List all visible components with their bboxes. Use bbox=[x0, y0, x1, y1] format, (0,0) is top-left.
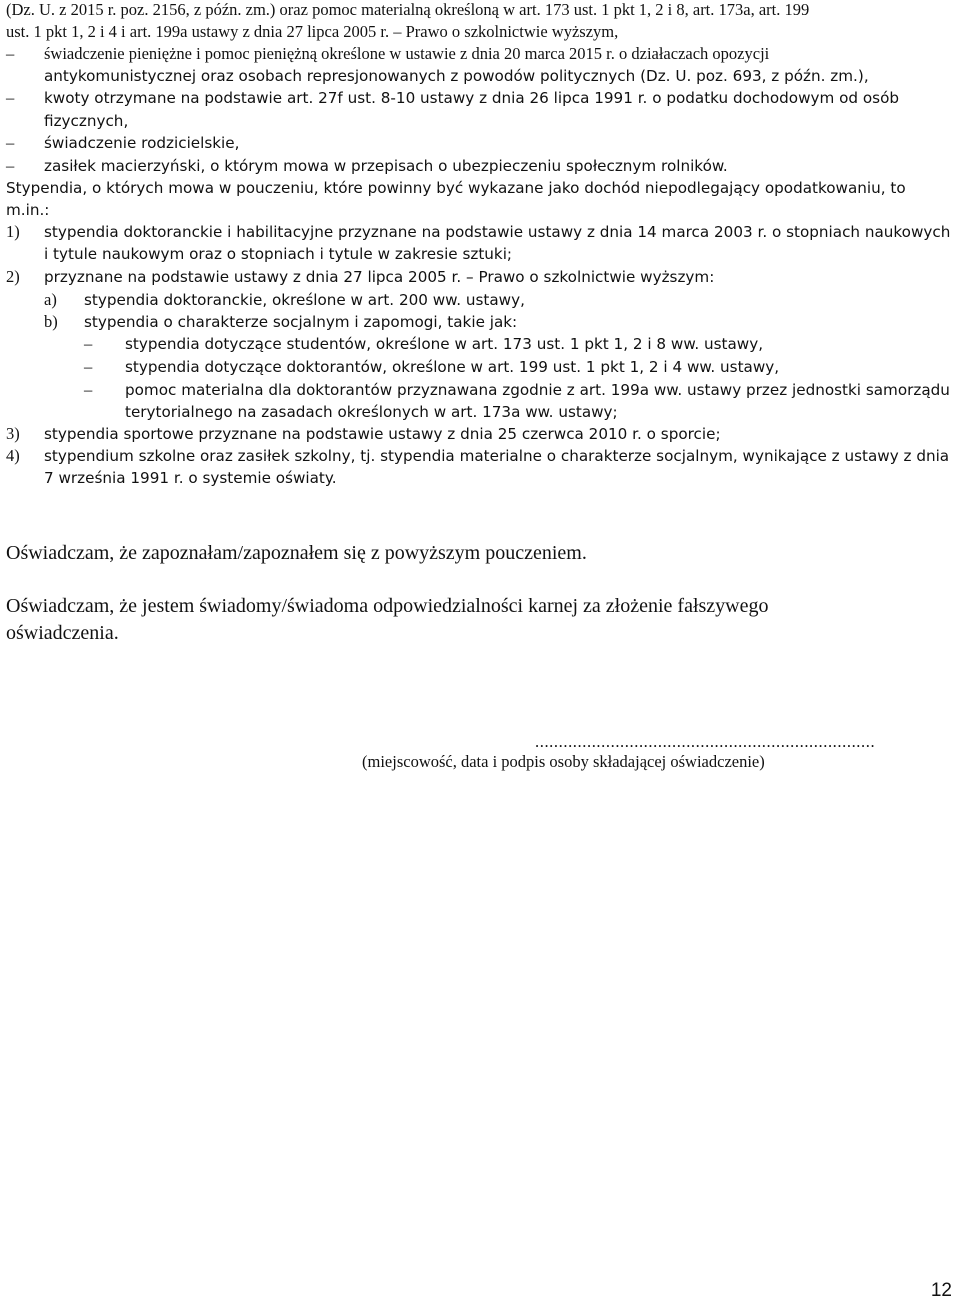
list-dash: – bbox=[6, 88, 15, 107]
list-item-tax: kwoty otrzymane na podstawie art. 27f ust. 8-10 ustawy z dnia 26 lipca 1991 r. o podatku dochodowym od osób bbox=[44, 89, 900, 107]
text-line-10: m.in.: bbox=[6, 201, 50, 219]
list-dash: – bbox=[84, 357, 93, 376]
text-line-1: (Dz. U. z 2015 r. poz. 2156, z późn. zm.) oraz pomoc materialną określoną w art. 173 ust. 1 pkt 1, 2 i 8, art. 173a, art. 199 bbox=[6, 0, 810, 19]
text-line-9: Stypendia, o których mowa w pouczeniu, które powinny być wykazane jako dochód niepodlegający opodatkowaniu, to bbox=[6, 179, 906, 197]
list-item-2b: stypendia o charakterze socjalnym i zapomogi, takie jak: bbox=[84, 313, 518, 331]
list-number: 1) bbox=[6, 222, 20, 241]
list-number: 2) bbox=[6, 267, 20, 286]
list-dash: – bbox=[6, 156, 15, 175]
list-letter: a) bbox=[44, 290, 57, 309]
list-item-4: stypendium szkolne oraz zasiłek szkolny, tj. stypendia materialne o charakterze socjalnym, wynikające z ustawy z dnia bbox=[44, 447, 950, 465]
list-number: 4) bbox=[6, 446, 20, 465]
list-item-2a: stypendia doktoranckie, określone w art. 200 ww. ustawy, bbox=[84, 291, 525, 309]
list-dash: – bbox=[84, 380, 93, 399]
text-line-2: ust. 1 pkt 1, 2 i 4 i art. 199a ustawy z dnia 27 lipca 2005 r. – Prawo o szkolnictwie wyższym, bbox=[6, 22, 619, 41]
text-line-19: terytorialnego na zasadach określonych w art. 173a ww. ustawy; bbox=[125, 403, 618, 421]
page-number: 12 bbox=[930, 1280, 952, 1301]
declaration-liability: Oświadczam, że jestem świadomy/świadoma odpowiedzialności karnej za złożenie fałszywego bbox=[6, 595, 769, 617]
list-letter: b) bbox=[44, 312, 58, 331]
list-item-maternity: zasiłek macierzyński, o którym mowa w przepisach o ubezpieczeniu społecznym rolników. bbox=[44, 157, 728, 175]
list-dash: – bbox=[6, 133, 15, 152]
list-item-2b-3: pomoc materialna dla doktorantów przyznawana zgodnie z art. 199a ww. ustawy przez jednostki samorządu bbox=[125, 381, 950, 399]
list-item-1: stypendia doktoranckie i habilitacyjne przyznane na podstawie ustawy z dnia 14 marca 2003 r. o stopniach naukowych bbox=[44, 223, 951, 241]
list-dash: – bbox=[84, 334, 93, 353]
text-line-4: antykomunistycznej oraz osobach represjonowanych z powodów politycznych (Dz. U. poz. 693, z późn. zm.), bbox=[44, 67, 869, 85]
declaration-acknowledgement: Oświadczam, że zapoznałam/zapoznałem się z powyższym pouczeniem. bbox=[6, 542, 587, 564]
list-dash: – bbox=[6, 44, 15, 63]
text-line-22: 7 września 1991 r. o systemie oświaty. bbox=[44, 469, 337, 487]
list-item-2b-2: stypendia dotyczące doktorantów, określone w art. 199 ust. 1 pkt 1, 2 i 4 ww. ustawy, bbox=[125, 358, 780, 376]
text-line-6: fizycznych, bbox=[44, 112, 129, 130]
signature-line: ........................................................................ bbox=[535, 732, 876, 751]
list-number: 3) bbox=[6, 424, 20, 443]
list-item-benefit: świadczenie pieniężne i pomoc pieniężną określone w ustawie z dnia 20 marca 2015 r. o działaczach opozycji bbox=[44, 44, 770, 63]
declaration-liability-end: oświadczenia. bbox=[6, 622, 119, 644]
signature-caption: (miejscowość, data i podpis osoby składającej oświadczenie) bbox=[362, 752, 765, 771]
text-line-12: i tytule naukowym oraz o stopniach i tytule w zakresie sztuki; bbox=[44, 245, 513, 263]
list-item-2b-1: stypendia dotyczące studentów, określone w art. 173 ust. 1 pkt 1, 2 i 8 ww. ustawy, bbox=[125, 335, 764, 353]
list-item-parental: świadczenie rodzicielskie, bbox=[44, 134, 240, 152]
list-item-2: przyznane na podstawie ustawy z dnia 27 lipca 2005 r. – Prawo o szkolnictwie wyższym: bbox=[44, 268, 715, 286]
list-item-3: stypendia sportowe przyznane na podstawie ustawy z dnia 25 czerwca 2010 r. o sporcie; bbox=[44, 425, 721, 443]
